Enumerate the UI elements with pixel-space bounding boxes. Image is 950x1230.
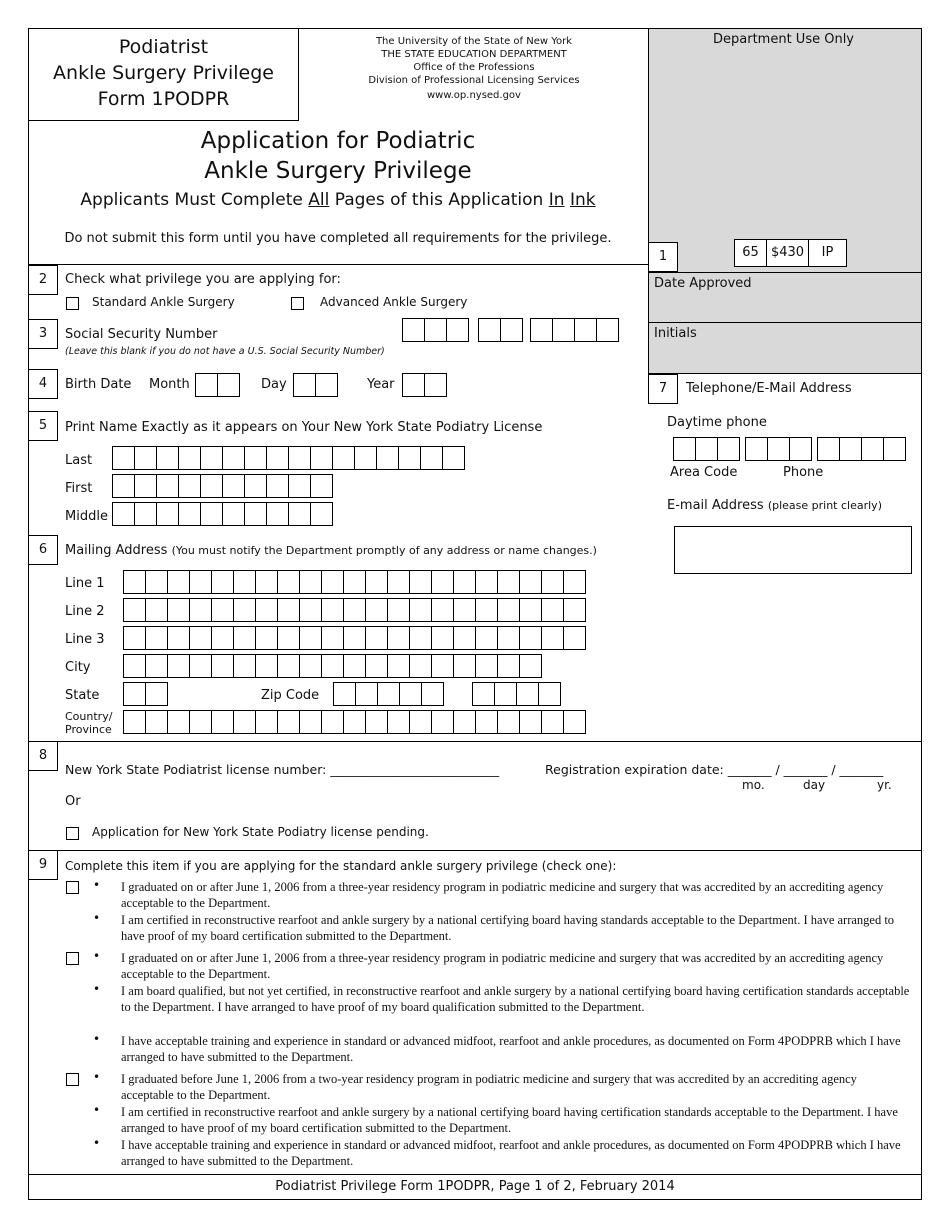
license-pending-checkbox[interactable] [66, 827, 79, 840]
option-b-item3: I have acceptable training and experience in standard or advanced midfoot, rearfoot and ankle procedures, as documented on Form 4PODPRB which I have arranged to have submitted to the Department. [121, 1034, 901, 1064]
address-line2-cells[interactable] [123, 598, 585, 622]
section-2-number: 2 [28, 265, 58, 295]
notice-text: Do not submit this form until you have completed all requirements for the privilege. [64, 231, 612, 246]
initials-label: Initials [654, 326, 697, 341]
license-pending-label: Application for New York State Podiatry license pending. [92, 825, 429, 839]
option-c-item2: I am certified in reconstructive rearfoot and ankle surgery by a national certifying board having certification standards acceptable to the Department. I have arranged to have proof of my board certification submitted to the Department. [121, 1105, 898, 1135]
month-label: Month [149, 377, 190, 392]
reg-mo-label: mo. [742, 778, 765, 792]
state-cells[interactable] [123, 682, 167, 706]
date-approved-label: Date Approved [654, 276, 752, 291]
first-name-label: First [65, 481, 93, 496]
section-7-number: 7 [648, 374, 678, 404]
middle-name-label: Middle [65, 509, 108, 524]
bullet-icon: • [93, 1136, 101, 1150]
advanced-ankle-checkbox[interactable] [291, 297, 304, 310]
bullet-icon: • [93, 1032, 101, 1046]
birth-date-label: Birth Date [65, 377, 132, 392]
telephone-email-label: Telephone/E-Mail Address [686, 381, 852, 396]
ssn-part2[interactable] [478, 318, 522, 342]
email-input[interactable] [674, 526, 912, 574]
reg-yr-label: yr. [877, 778, 892, 792]
reg-day-label: day [803, 778, 826, 792]
app-title-line2: Ankle Surgery Privilege [204, 158, 472, 184]
section-5-number: 5 [28, 411, 58, 441]
agency-line1: The University of the State of New York [375, 36, 573, 47]
form-title-line1: Podiatrist [118, 36, 209, 58]
area-code-label: Area Code [670, 465, 738, 480]
fee-amount: $430 [767, 239, 809, 267]
country-label-1: Country/ [65, 710, 113, 723]
section-2-label: Check what privilege you are applying for: [65, 272, 341, 287]
section-6-number: 6 [28, 535, 58, 565]
address-line3-cells[interactable] [123, 626, 585, 650]
day-label: Day [261, 377, 287, 392]
phone-line-cells[interactable] [817, 437, 905, 461]
agency-url: www.op.nysed.gov [427, 90, 521, 101]
option-c-item1: I graduated before June 1, 2006 from a two-year residency program in podiatric medicine and surgery that was accredited by an accrediting agency acceptable to the Department. [121, 1072, 857, 1102]
agency-line4: Division of Professional Licensing Services [368, 75, 580, 86]
agency-line3: Office of the Professions [413, 62, 535, 73]
form-title-line3: Form 1PODPR [97, 88, 230, 110]
mailing-address-label: Mailing Address (You must notify the Department promptly of any address or name changes.) [65, 543, 597, 558]
license-number-field[interactable]: New York State Podiatrist license number: ___________________________ [65, 762, 500, 777]
daytime-phone-label: Daytime phone [667, 415, 767, 430]
bullet-icon: • [93, 911, 101, 925]
country-cells[interactable] [123, 710, 585, 734]
bullet-icon: • [93, 1070, 101, 1084]
birth-day-cells[interactable] [293, 373, 337, 397]
zip-label: Zip Code [261, 688, 320, 703]
option-a-checkbox[interactable] [66, 881, 79, 894]
last-name-label: Last [65, 453, 93, 468]
bullet-icon: • [93, 982, 101, 996]
option-b-item2: I am board qualified, but not yet certified, in reconstructive rearfoot and ankle surgery by a national certifying board having certification standards acceptable to the Department. I have arranged to have proof of my board qualification submitted to the Department. [121, 984, 910, 1014]
line3-label: Line 3 [65, 632, 105, 647]
fee-type: IP [809, 239, 847, 267]
middle-name-cells[interactable] [112, 502, 332, 526]
print-name-label: Print Name Exactly as it appears on Your New York State Podiatry License [65, 420, 543, 435]
bullet-icon: • [93, 949, 101, 963]
registration-date-field[interactable]: Registration expiration date: _______ / _______ / _______ [545, 762, 884, 777]
or-label: Or [65, 794, 81, 809]
bullet-icon: • [93, 1103, 101, 1117]
standard-ankle-label: Standard Ankle Surgery [92, 295, 235, 309]
section-8-number: 8 [28, 741, 58, 771]
line2-label: Line 2 [65, 604, 105, 619]
section-9-label: Complete this item if you are applying for the standard ankle surgery privilege (check one): [65, 859, 617, 873]
standard-ankle-checkbox[interactable] [66, 297, 79, 310]
form-title-line2: Ankle Surgery Privilege [53, 62, 274, 84]
city-cells[interactable] [123, 654, 541, 678]
country-label-2: Province [65, 723, 112, 736]
phone-prefix-cells[interactable] [745, 437, 811, 461]
ssn-label: Social Security Number [65, 327, 218, 342]
phone-label: Phone [783, 465, 824, 480]
advanced-ankle-label: Advanced Ankle Surgery [320, 295, 468, 309]
option-c-checkbox[interactable] [66, 1073, 79, 1086]
footer-text: Podiatrist Privilege Form 1PODPR, Page 1 of 2, February 2014 [275, 1179, 675, 1194]
bullet-icon: • [93, 878, 101, 892]
section-4-number: 4 [28, 369, 58, 399]
ssn-note: (Leave this blank if you do not have a U.S. Social Security Number) [65, 346, 385, 357]
section-3-number: 3 [28, 319, 58, 349]
fee-code: 65 [734, 239, 767, 267]
first-name-cells[interactable] [112, 474, 332, 498]
address-line1-cells[interactable] [123, 570, 585, 594]
complete-instruction: Applicants Must Complete All Pages of this Application In Ink [80, 190, 596, 210]
ssn-part1[interactable] [402, 318, 468, 342]
dept-box-number: 1 [648, 242, 678, 272]
last-name-cells[interactable] [112, 446, 464, 470]
dept-use-title: Department Use Only [713, 32, 854, 47]
option-a-item2: I am certified in reconstructive rearfoot and ankle surgery by a national certifying board having standards acceptable to the Department. I have arranged to have proof of my board certification submitted to the Department. [121, 913, 895, 943]
section-9-number: 9 [28, 850, 58, 880]
option-b-item1: I graduated on or after June 1, 2006 from a three-year residency program in podiatric medicine and surgery that was accredited by an accrediting agency acceptable to the Department. [121, 951, 884, 981]
year-label: Year [367, 377, 395, 392]
option-a-item1: I graduated on or after June 1, 2006 from a three-year residency program in podiatric medicine and surgery that was accredited by an accrediting agency acceptable to the Department. [121, 880, 884, 910]
option-b-checkbox[interactable] [66, 952, 79, 965]
zip-ext-cells[interactable] [472, 682, 560, 706]
ssn-part3[interactable] [530, 318, 618, 342]
area-code-cells[interactable] [673, 437, 739, 461]
fee-box [734, 239, 847, 267]
line1-label: Line 1 [65, 576, 105, 591]
option-c-item3: I have acceptable training and experience in standard or advanced midfoot, rearfoot and ankle procedures, as documented on Form 4PODPRB which I have arranged to have submitted to the Department. [121, 1138, 901, 1168]
birth-year-cells[interactable] [402, 373, 446, 397]
email-label: E-mail Address (please print clearly) [667, 498, 882, 513]
state-label: State [65, 688, 100, 703]
agency-line2: THE STATE EDUCATION DEPARTMENT [381, 49, 567, 60]
app-title-line1: Application for Podiatric [200, 128, 476, 154]
birth-month-cells[interactable] [195, 373, 239, 397]
city-label: City [65, 660, 91, 675]
zip-cells[interactable] [333, 682, 443, 706]
